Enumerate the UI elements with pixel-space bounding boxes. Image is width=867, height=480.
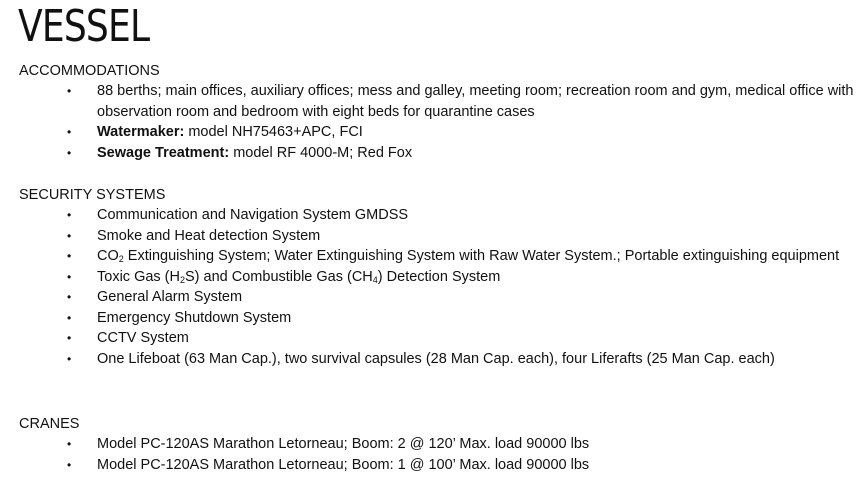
bullet-icon: •	[67, 208, 72, 222]
item-text: Emergency Shutdown System	[97, 309, 292, 326]
list-item	[19, 205, 859, 226]
item-text: General Alarm System	[97, 289, 243, 305]
list-item	[19, 349, 859, 370]
item-text: model RF 4000-M; Red Fox	[229, 144, 413, 161]
security-list	[19, 205, 859, 369]
bullet-icon: •	[67, 457, 72, 472]
list-item	[19, 143, 859, 164]
list-item	[19, 287, 859, 308]
list-item	[19, 226, 859, 247]
item-text-post: Extinguishing System; Water Extinguishing System with Raw Water System.; Portable extinguishing equipment	[123, 248, 840, 264]
item-text: One Lifeboat (63 Man Cap.), two survival capsules (28 Man Cap. each), four Liferafts (25 Man Cap. each)	[97, 350, 775, 367]
item-text: Model PC-120AS Marathon Letorneau; Boom: 1 @ 100’ Max. load 90000 lbs	[97, 456, 590, 473]
item-text: 88 berths; main offices, auxiliary offices; mess and galley, meeting room; recreation room and gym, medical office with observation room and bedroom with eight beds for quarantine cases	[97, 83, 854, 120]
item-text-mid: S) and Combustible Gas (CH	[185, 268, 373, 285]
bullet-icon: •	[67, 125, 72, 139]
accommodations-section	[19, 62, 859, 163]
bullet-icon: •	[67, 351, 72, 366]
section-heading: SECURITY SYSTEMS	[19, 187, 166, 203]
list-item	[19, 246, 859, 267]
security-systems-section	[19, 186, 859, 369]
item-text: Smoke and Heat detection System	[97, 227, 321, 244]
bullet-icon: •	[67, 310, 72, 325]
item-label: Sewage Treatment:	[97, 144, 230, 161]
list-item	[19, 308, 859, 329]
item-text-post: ) Detection System	[377, 268, 501, 285]
item-text: model NH75463+APC, FCI	[184, 124, 363, 140]
section-heading: ACCOMMODATIONS	[19, 63, 160, 79]
list-item	[19, 267, 859, 288]
item-subscript: 4	[372, 274, 378, 285]
bullet-icon: •	[67, 84, 72, 98]
item-text-pre: CO	[97, 248, 119, 264]
bullet-icon: •	[67, 331, 72, 345]
item-text-pre: Toxic Gas (H	[97, 268, 180, 285]
item-subscript: 2	[118, 254, 124, 264]
bullet-icon: •	[67, 228, 72, 243]
item-subscript: 2	[180, 274, 186, 285]
bullet-icon: •	[67, 249, 72, 263]
page-title: VESSEL	[18, 1, 150, 52]
list-item	[19, 122, 859, 143]
list-item	[19, 328, 859, 349]
bullet-icon: •	[67, 290, 72, 304]
bullet-icon: •	[67, 437, 72, 451]
bullet-icon: •	[67, 269, 72, 284]
list-item	[19, 434, 859, 455]
item-text: Communication and Navigation System GMDSS	[97, 207, 409, 223]
list-item	[19, 81, 859, 122]
item-text: Model PC-120AS Marathon Letorneau; Boom: 2 @ 120’ Max. load 90000 lbs	[97, 436, 590, 452]
accommodations-list	[19, 81, 859, 163]
cranes-list	[19, 434, 859, 475]
bullet-icon: •	[67, 145, 72, 160]
item-label: Watermaker:	[97, 124, 185, 140]
section-heading: CRANES	[19, 416, 80, 432]
list-item	[19, 455, 859, 476]
item-text: CCTV System	[97, 330, 189, 346]
cranes-section	[19, 415, 859, 475]
